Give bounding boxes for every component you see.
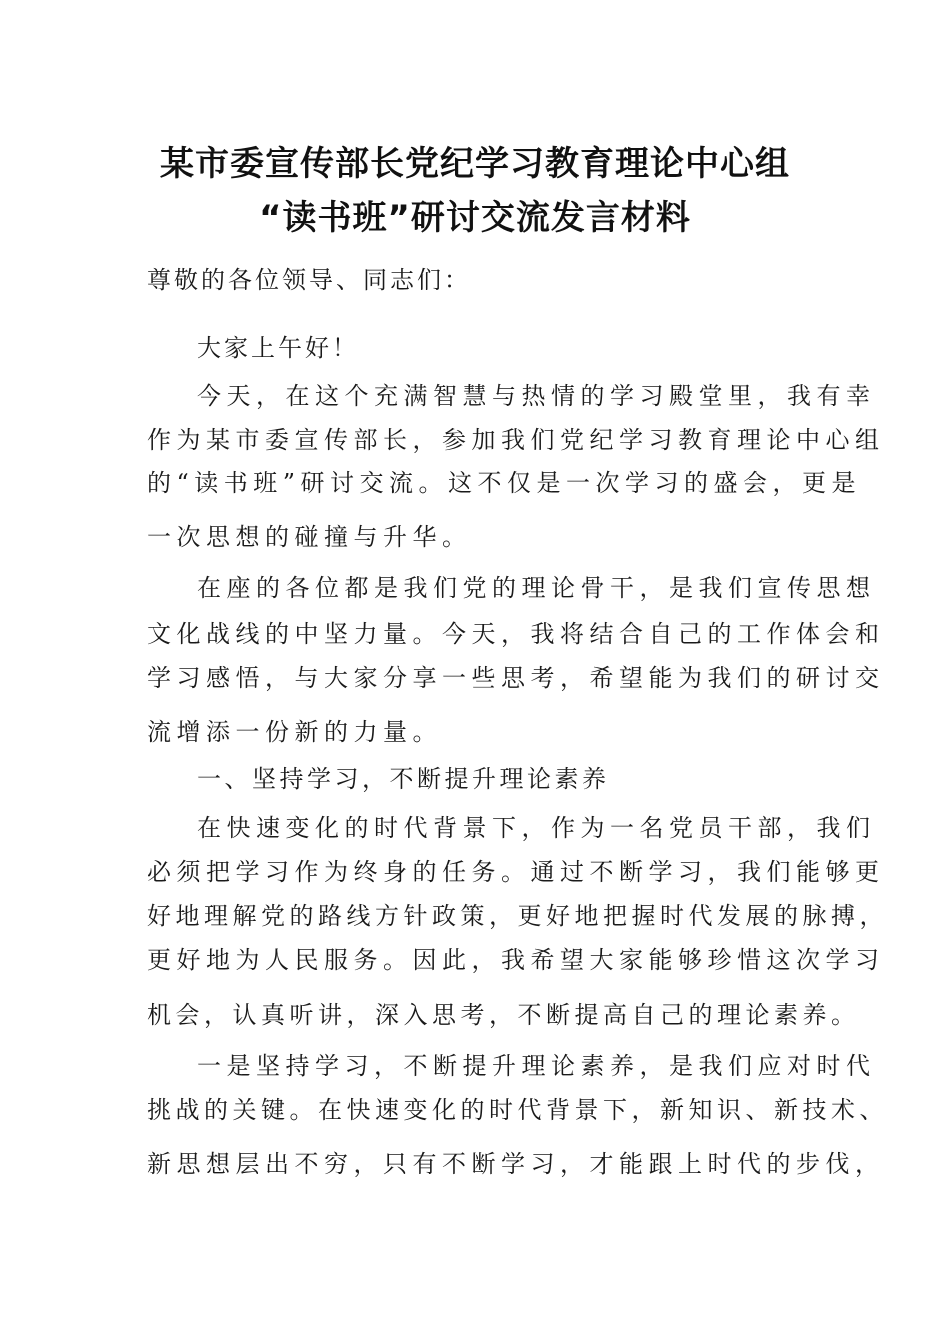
greeting: 大家上午好！ <box>197 334 359 362</box>
salutation: 尊敬的各位领导、同志们： <box>147 266 471 294</box>
paragraph-line: 流增添一份新的力量。 <box>147 718 442 746</box>
paragraph-line: 好地理解党的路线方针政策，更好地把握时代发展的脉搏， <box>147 902 888 930</box>
paragraph-line: 的“读书班”研讨交流。这不仅是一次学习的盛会，更是 <box>147 469 862 497</box>
paragraph-line: 更好地为人民服务。因此，我希望大家能够珍惜这次学习 <box>147 946 885 974</box>
paragraph-line: 一次思想的碰撞与升华。 <box>147 523 472 551</box>
paragraph-line: 今天，在这个充满智慧与热情的学习殿堂里，我有幸 <box>197 382 876 410</box>
document-title-line-2: “读书班”研讨交流发言材料 <box>259 198 691 238</box>
paragraph-line: 在座的各位都是我们党的理论骨干，是我们宣传思想 <box>197 574 876 602</box>
document-title-line-1: 某市委宣传部长党纪学习教育理论中心组 <box>160 144 790 184</box>
paragraph-line: 在快速变化的时代背景下，作为一名党员干部，我们 <box>197 814 876 842</box>
paragraph-line: 必须把学习作为终身的任务。通过不断学习，我们能够更 <box>147 858 885 886</box>
paragraph-line: 文化战线的中坚力量。今天，我将结合自己的工作体会和 <box>147 620 885 648</box>
paragraph-line: 新思想层出不穷，只有不断学习，才能跟上时代的步伐， <box>147 1150 885 1178</box>
paragraph-line: 作为某市委宣传部长，参加我们党纪学习教育理论中心组 <box>147 426 885 454</box>
section-heading: 一、坚持学习，不断提升理论素养 <box>197 765 610 793</box>
paragraph-line: 学习感悟，与大家分享一些思考，希望能为我们的研讨交 <box>147 664 885 692</box>
paragraph-line: 一是坚持学习，不断提升理论素养，是我们应对时代 <box>197 1052 876 1080</box>
paragraph-line: 挑战的关键。在快速变化的时代背景下，新知识、新技术、 <box>147 1096 888 1124</box>
paragraph-line: 机会，认真听讲，深入思考，不断提高自己的理论素养。 <box>147 1001 860 1029</box>
